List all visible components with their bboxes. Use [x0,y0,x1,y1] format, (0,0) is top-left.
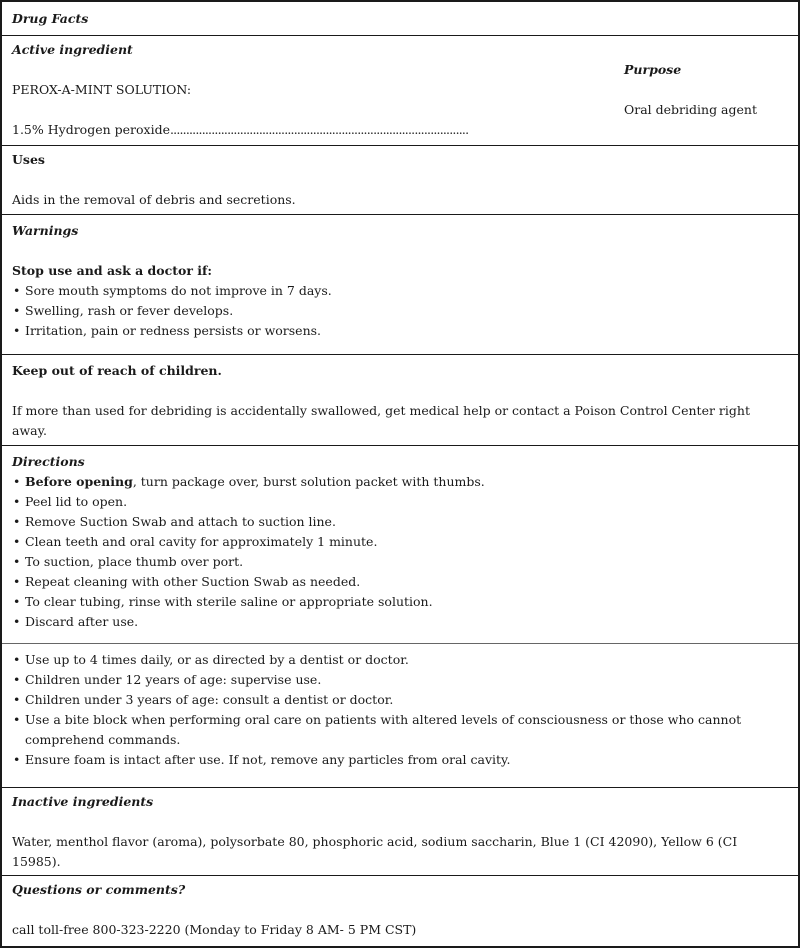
uses-heading: Uses [12,152,45,167]
questions-heading: Questions or comments? [12,882,186,897]
list-item: • Swelling, rash or fever develops. [12,301,788,321]
list-item: • Clean teeth and oral cavity for approximately 1 minute. [12,532,788,552]
ingredient-name: 1.5% Hydrogen peroxide [12,122,170,137]
keep-out-heading: Keep out of reach of children. [12,363,222,378]
product-name: PEROX-A-MINT SOLUTION: [12,82,192,97]
warnings-heading: Warnings [12,223,79,238]
directions-list [12,472,788,632]
active-ingredient-heading: Active ingredient [12,42,133,57]
warnings-section [2,215,798,355]
keep-out-section [2,355,798,446]
list-item: • To suction, place thumb over port. [12,552,788,572]
purpose-value: Oral debriding agent [624,102,757,117]
bite-block-line2: comprehend commands. [25,732,181,747]
list-item: • Ensure foam is intact after use. If not, remove any particles from oral cavity. [12,750,788,770]
directions-heading: Directions [12,454,85,469]
list-item: • Repeat cleaning with other Suction Swab as needed. [12,572,788,592]
list-item: • Children under 12 years of age: supervise use. [12,670,788,690]
list-item: • To clear tubing, rinse with sterile saline or appropriate solution. [12,592,788,612]
before-opening-label: Before opening [25,474,133,489]
list-item: • Discard after use. [12,612,788,632]
title-section [2,2,798,36]
list-item: • Irritation, pain or redness persists or worsens. [12,321,788,341]
active-ingredient-section [2,36,798,146]
bite-block-line1: Use a bite block when performing oral care on patients with altered levels of consciousness or those who cannot [25,712,742,727]
list-item: • Children under 3 years of age: consult a dentist or doctor. [12,690,788,710]
list-item [12,472,788,492]
usage-section [2,644,798,788]
inactive-ingredients-section [2,788,798,876]
usage-list [12,650,788,770]
questions-section [2,876,798,946]
purpose-heading: Purpose [624,62,682,77]
before-opening-text: , turn package over, burst solution packet with thumbs. [132,474,485,489]
directions-section [2,446,798,644]
keep-out-text-line2: away. [12,423,47,438]
leader-dots: .............................................................................................. [169,122,469,137]
stop-use-heading: Stop use and ask a doctor if: [12,263,213,278]
warnings-list [12,281,788,341]
list-item [12,710,788,750]
inactive-ingredients-line2: 15985). [12,854,61,869]
keep-out-text-line1: If more than used for debriding is accidentally swallowed, get medical help or contact a Poison Control Center right [12,403,750,418]
list-item: • Remove Suction Swab and attach to suction line. [12,512,788,532]
questions-text: call toll-free 800-323-2220 (Monday to Friday 8 AM- 5 PM CST) [12,922,417,937]
uses-section [2,146,798,215]
uses-text: Aids in the removal of debris and secretions. [12,192,296,207]
list-item: • Peel lid to open. [12,492,788,512]
list-item: • Sore mouth symptoms do not improve in 7 days. [12,281,788,301]
inactive-ingredients-line1: Water, menthol flavor (aroma), polysorbate 80, phosphoric acid, sodium saccharin, Blue 1 (CI 42090), Yellow 6 (CI [12,834,738,849]
drug-facts-title: Drug Facts [12,11,89,26]
inactive-ingredients-heading: Inactive ingredients [12,794,154,809]
list-item: • Use up to 4 times daily, or as directed by a dentist or doctor. [12,650,788,670]
ingredient-line [12,120,468,140]
